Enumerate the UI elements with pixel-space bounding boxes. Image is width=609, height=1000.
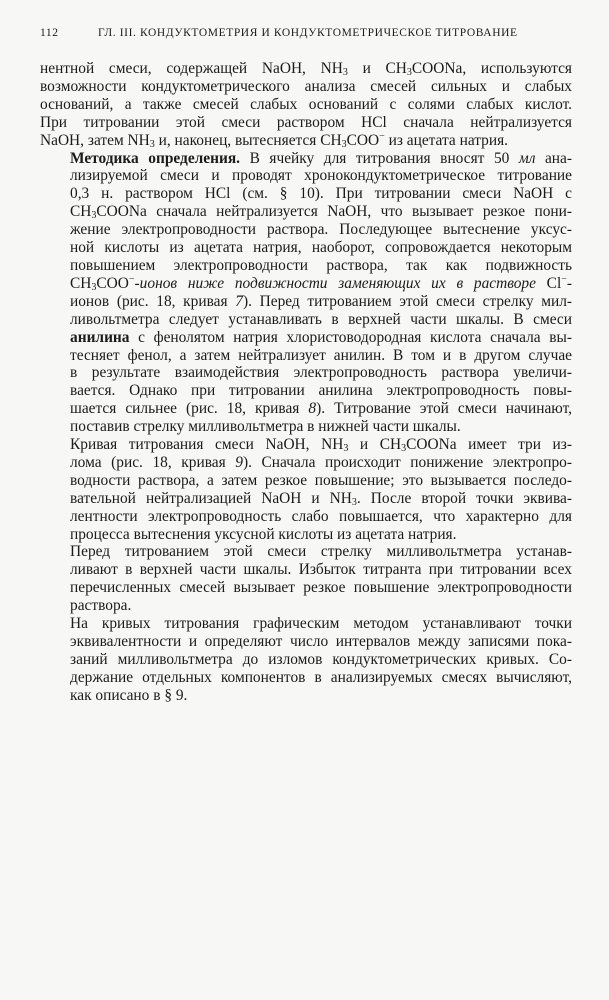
text-line: как описано в § 9. xyxy=(70,686,188,704)
text-line: повышением электропроводности раствора, так как подвижность xyxy=(70,256,572,274)
text-line: ливают в верхней части шкалы. Избыток титранта при титровании всех xyxy=(70,561,572,579)
text-line: в результате взаимодействия электропроводность раствора увеличи- xyxy=(70,364,572,382)
text-line: процесса вытеснения уксусной кислоты из ацетата натрия. xyxy=(70,525,457,543)
text-line: тесняет фенол, а затем нейтрализует анилин. В том и в другом случае xyxy=(70,346,572,364)
text-line: $CH_3COO^-$-ионов ниже подвижности заменяющих их в растворе Cl−- xyxy=(70,273,573,293)
paragraph-before-titration xyxy=(40,543,572,615)
paragraph-titration-curve xyxy=(40,436,572,543)
text-line: При титровании этой смеси раствором HCl сначала нейтрализуется xyxy=(40,113,572,131)
text-line: возможности кондуктометрического анализа смесей сильных и слабых xyxy=(40,77,572,95)
text-line: лома (рис. 18, кривая 9). Сначала происходит понижение электропро- xyxy=(70,453,572,471)
text-line: перечисленных смесей вызывает резкое повышение электропроводности xyxy=(70,579,572,597)
text-line: раствора. xyxy=(70,597,132,615)
text-line: держание отдельных компонентов в анализируемых смесях вычисляют, xyxy=(70,668,572,686)
text-line: поставив стрелку милливольтметра в нижней части шкалы. xyxy=(70,418,461,436)
page-number: 112 xyxy=(40,27,59,39)
text-line: лентности электропроводность слабо повышается, что характерно для xyxy=(70,507,572,525)
text-line: $CH_3COONa$ сначала нейтрализуется NaOH, что вызывает резкое пони- xyxy=(70,203,572,222)
text-line: На кривых титрования графическим методом устанавливают точки xyxy=(70,615,572,633)
text-line: вается. Однако при титровании анилина электропроводность повы- xyxy=(70,382,572,400)
text-line: анилина с фенолятом натрия хлористоводородная кислота сначала вы- xyxy=(70,328,572,346)
text-line: Кривая титрования смеси NaOH, $NH_3$ и $CH_3COONa$ имеет три из- xyxy=(70,436,572,455)
text-line: лизируемой смеси и проводят хронокондуктометрическое титрование xyxy=(70,167,572,185)
running-header xyxy=(40,26,570,40)
text-line: 0,3 н. раствором HCl (см. § 10). При титровании смеси NaOH с xyxy=(70,185,572,203)
paragraph-method xyxy=(40,150,572,437)
text-line: ной кислоты из ацетата натрия, наоборот, сопровождается некоторым xyxy=(70,239,572,257)
text-line: ионов (рис. 18, кривая 7). Перед титрованием этой смеси стрелку мил- xyxy=(70,292,572,310)
paragraph-continuation xyxy=(40,60,572,150)
text-line: ливольтметра следует устанавливать в верхней части шкалы. В смеси xyxy=(70,310,572,328)
text-line: Перед титрованием этой смеси стрелку милливольтметра устанав- xyxy=(70,543,572,561)
text-line: NaOH, затем $NH_3$ и, наконец, вытесняется $CH_3COO^-$ из ацетата натрия. xyxy=(40,130,509,150)
text-line: жение электропроводности раствора. Последующее вытеснение уксус- xyxy=(70,221,572,239)
paragraph-graphical-method xyxy=(40,615,572,705)
text-line: водности раствора, а затем резкое повышение; это вызывается последо- xyxy=(70,471,572,489)
text-line: оснований, а также смесей слабых оснований с солями слабых кислот. xyxy=(40,95,572,113)
text-line: эквивалентности и определяют число интервалов между записями пока- xyxy=(70,633,572,650)
text-line: Методика определения. В ячейку для титрования вносят 50 мл ана- xyxy=(70,149,572,167)
running-title: ГЛ. III. КОНДУКТОМЕТРИЯ И КОНДУКТОМЕТРИЧЕСКОЕ ТИТРОВАНИЕ xyxy=(98,27,518,39)
text-line: заний милливольтметра до изломов кондуктометрических кривых. Со- xyxy=(70,650,572,668)
text-line: шается сильнее (рис. 18, кривая 8). Титрование этой смеси начинают, xyxy=(70,400,572,418)
body-text xyxy=(40,60,572,705)
text-line: вательной нейтрализацией NaOH и $NH_3$. После второй точки эквива- xyxy=(70,489,572,508)
text-line: нентной смеси, содержащей NaOH, $NH_3$ и $CH_3COONa$, используются xyxy=(40,60,572,78)
